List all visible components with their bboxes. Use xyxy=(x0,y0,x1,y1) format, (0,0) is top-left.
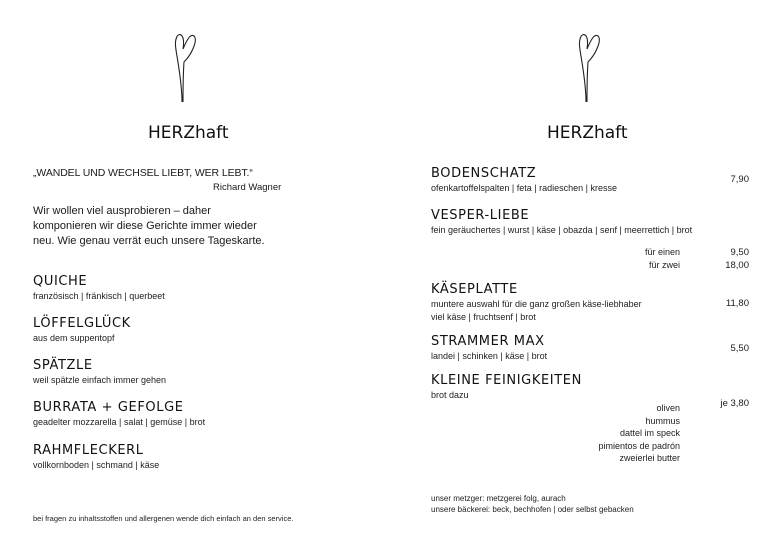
list-item: oliven xyxy=(656,403,680,413)
allergen-note: bei fragen zu inhaltsstoffen und allergenen wende dich einfach an den service. xyxy=(33,514,294,523)
brand-title: HERZhaft xyxy=(547,123,628,143)
portion-option: für einen xyxy=(644,247,680,257)
dish-description: aus dem suppentopf xyxy=(33,333,115,343)
dish-description: viel käse | fruchtsenf | brot xyxy=(431,312,536,322)
snack-list xyxy=(560,402,680,465)
dish-description: vollkornboden | schmand | käse xyxy=(33,460,160,470)
price: 18,00 xyxy=(725,260,749,271)
dish-description: landei | schinken | käse | brot xyxy=(431,351,548,361)
list-item: hummus xyxy=(645,415,680,426)
dish-name: BURRATA + GEFOLGE xyxy=(33,400,184,415)
list-item: pimientos de padrón xyxy=(598,440,680,451)
quote: „WANDEL UND WECHSEL LIEBT, WER LEBT.“ xyxy=(33,167,253,179)
price: 9,50 xyxy=(730,247,749,258)
quote-author: Richard Wagner xyxy=(213,182,282,193)
heart-icon xyxy=(572,28,604,104)
dish-description: muntere auswahl für die ganz großen käse-liebhaber xyxy=(431,299,642,309)
dish-name: STRAMMER MAX xyxy=(431,334,545,349)
price: je 3,80 xyxy=(720,398,749,409)
dish-description: französisch | fränkisch | querbeet xyxy=(33,291,165,301)
supplier-note: unsere bäckerei: beck, bechhofen | oder selbst gebacken xyxy=(431,505,634,514)
supplier-note: unser metzger: metzgerei folg, aurach xyxy=(431,494,566,503)
dish-description: weil spätzle einfach immer gehen xyxy=(33,375,167,385)
intro-text: Wir wollen viel ausprobieren – daher komponieren wir diese Gerichte immer wieder neu. Wie genau verrät euch unsere Tageskarte. xyxy=(33,205,265,247)
dish-description: brot dazu xyxy=(431,390,469,400)
list-item: zweierlei butter xyxy=(619,453,680,463)
dish-name: KÄSEPLATTE xyxy=(431,282,518,297)
dish-description: fein geräuchertes | wurst | käse | obazda | senf | meerrettich | brot xyxy=(431,225,693,235)
dish-description: geadelter mozzarella | salat | gemüse | brot xyxy=(33,417,206,427)
brand-title: HERZhaft xyxy=(148,123,229,143)
price: 11,80 xyxy=(725,298,749,309)
dish-description: ofenkartoffelspalten | feta | radieschen | kresse xyxy=(431,183,617,193)
dish-name: LÖFFELGLÜCK xyxy=(33,316,131,331)
dish-name: SPÄTZLE xyxy=(33,358,93,373)
portion-option: für zwei xyxy=(648,260,680,270)
dish-name: RAHMFLECKERL xyxy=(33,443,144,458)
dish-name: VESPER-LIEBE xyxy=(431,208,530,223)
list-item: dattel im speck xyxy=(619,428,680,438)
dish-name: KLEINE FEINIGKEITEN xyxy=(431,373,582,388)
dish-name: BODENSCHATZ xyxy=(431,166,537,181)
dish-name: QUICHE xyxy=(33,274,88,289)
price: 5,50 xyxy=(730,343,749,354)
price: 7,90 xyxy=(730,174,749,185)
heart-icon xyxy=(168,28,200,104)
